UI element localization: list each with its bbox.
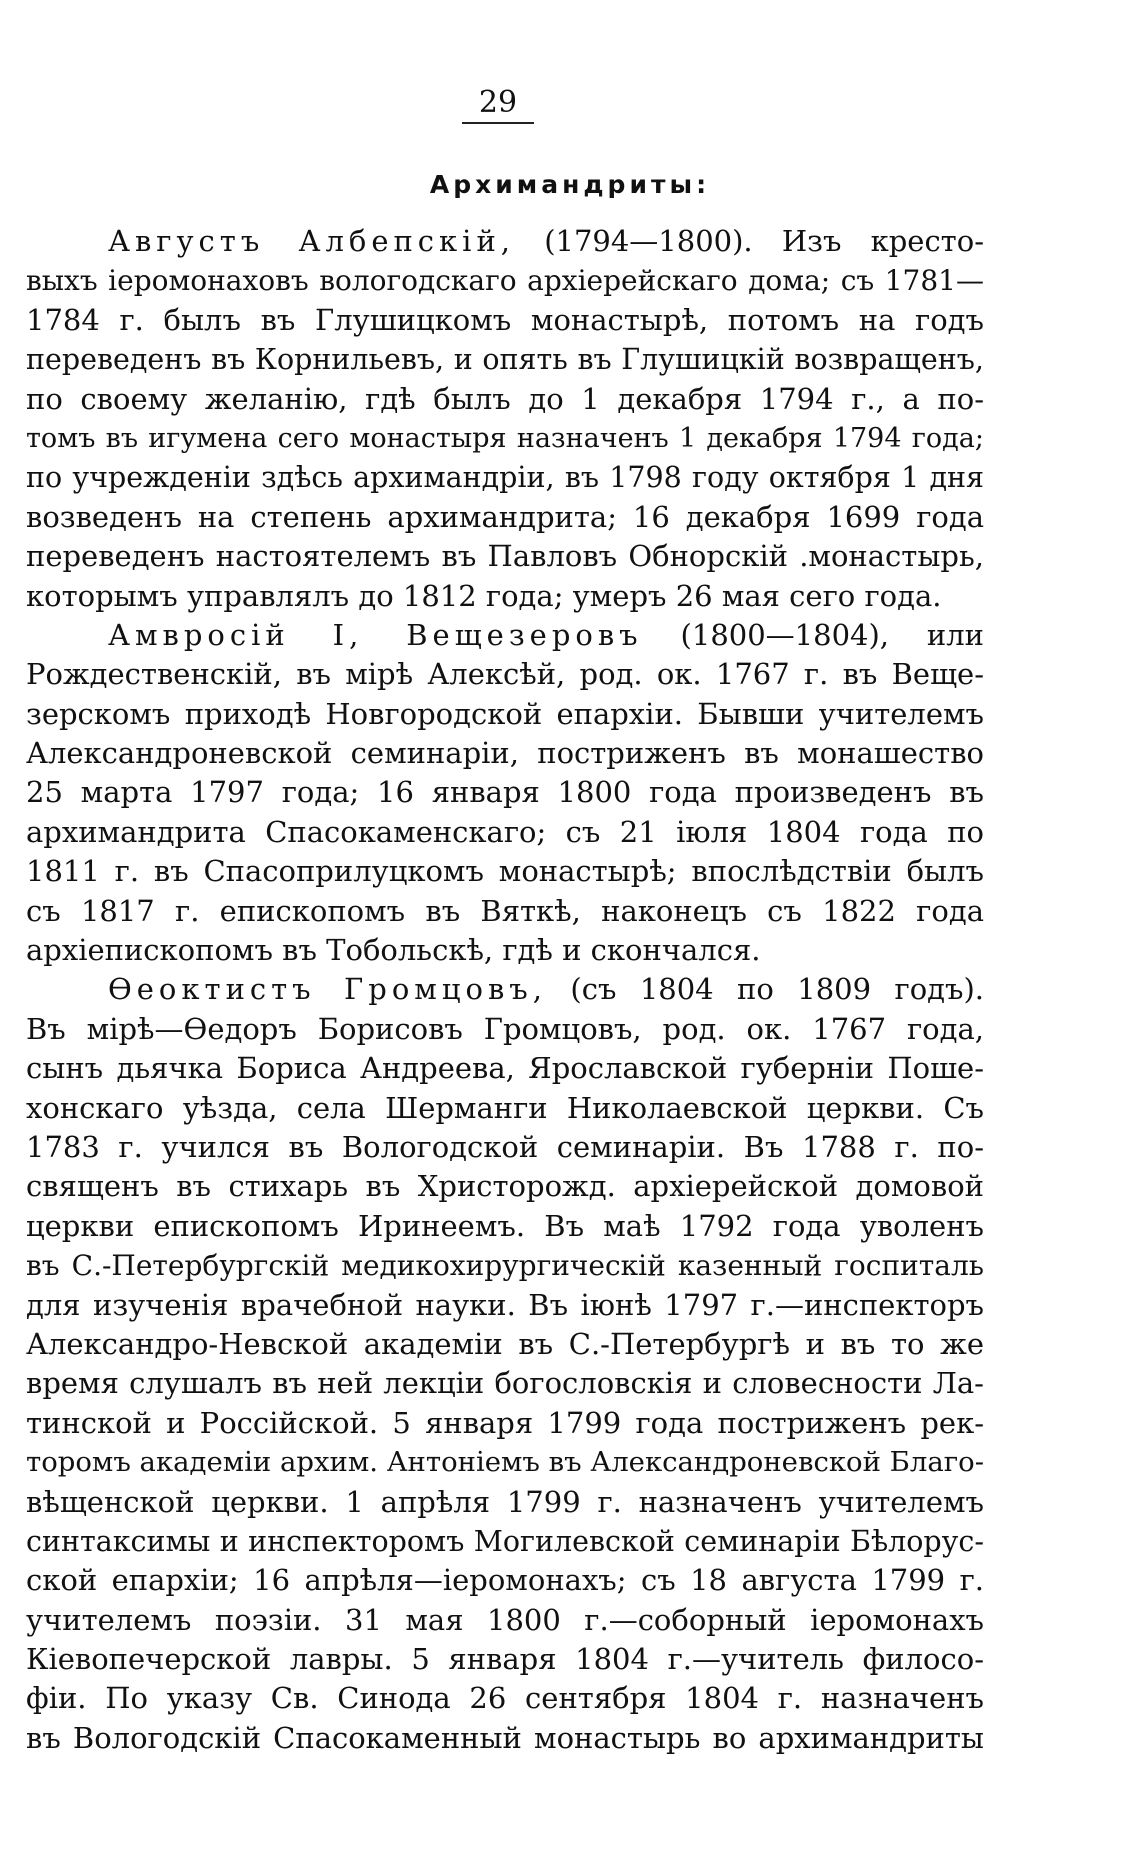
- text-line: зерскомъ приходѣ Новгородской епархіи. Бывши учителемъ: [26, 696, 984, 731]
- text-line: Александро-Невской академіи въ С.-Петербургѣ и въ то же: [26, 1326, 984, 1361]
- text-line: возведенъ на степень архимандрита; 16 декабря 1699 года: [26, 499, 984, 534]
- text-line: ской епархіи; 16 апрѣля—іеромонахъ; съ 18 августа 1799 г.: [26, 1563, 984, 1598]
- paragraph-1-line-1: Августъ Албепскій, (1794—1800). Изъ кресто-: [108, 224, 984, 258]
- page-heading: Архимандриты:: [429, 170, 711, 199]
- text-line: хонскаго уѣзда, села Шерманги Николаевской церкви. Съ: [26, 1090, 984, 1125]
- text-line: торомъ академіи архим. Антоніемъ въ Александроневской Благо-: [26, 1446, 984, 1479]
- paragraph-2-line-1: Амвросій I, Вещезеровъ (1800—1804), или: [108, 617, 985, 652]
- text-line: Александроневской семинаріи, постриженъ въ монашество: [26, 736, 984, 771]
- body-text: [26, 222, 984, 1758]
- text-line: время слушалъ въ ней лекціи богословскія и словесности Ла-: [26, 1366, 984, 1401]
- text-line: въ Вологодскій Спасокаменный монастырь во архимандриты: [26, 1720, 984, 1755]
- text-line: 1784 г. былъ въ Глушицкомъ монастырѣ, потомъ на годъ: [26, 302, 984, 337]
- entry-name: Августъ Албепскій,: [108, 224, 515, 258]
- text-line: сынъ дьячка Бориса Андреева, Ярославской губерніи Поше-: [26, 1051, 984, 1086]
- text-line: тинской и Россійской. 5 января 1799 года постриженъ рек-: [26, 1405, 984, 1440]
- text-line: въ С.-Петербургскій медикохирургическій казенный госпиталь: [26, 1249, 984, 1283]
- text-line: синтаксимы и инспекторомъ Могилевской семинаріи Бѣлорус-: [26, 1524, 984, 1558]
- entry-name: Ѳеоктистъ Громцовъ,: [108, 972, 547, 1007]
- text-line: архимандрита Спасокаменскаго; съ 21 іюля 1804 года по: [26, 814, 984, 849]
- text-line: 1811 г. въ Спасоприлуцкомъ монастырѣ; впослѣдствіи былъ: [26, 854, 984, 889]
- text-line: томъ въ игумена сего монастыря назначенъ 1 декабря 1794 года;: [26, 422, 984, 454]
- entry-name: Амвросій I, Вещезеровъ: [108, 617, 643, 652]
- text-line: архіепископомъ въ Тобольскѣ, гдѣ и скончался.: [26, 933, 761, 968]
- text-line: учителемъ поэзіи. 31 мая 1800 г.—соборный іеромонахъ: [26, 1602, 984, 1637]
- paragraph-3-line-1: Ѳеоктистъ Громцовъ, (съ 1804 по 1809 годъ).: [108, 972, 985, 1007]
- page-number: 29: [462, 84, 534, 124]
- text-line: которымъ управлялъ до 1812 года; умеръ 26 мая сего года.: [26, 578, 942, 613]
- text-line: вѣщенской церкви. 1 апрѣля 1799 г. назначенъ учителемъ: [26, 1484, 984, 1519]
- text-line: священъ въ стихарь въ Христорожд. архіерейской домовой: [26, 1169, 984, 1204]
- text-line: 25 марта 1797 года; 16 января 1800 года произведенъ въ: [26, 775, 984, 810]
- text-line: съ 1817 г. епископомъ въ Вяткѣ, наконецъ съ 1822 года: [26, 893, 984, 928]
- text-line: Рождественскій, въ мірѣ Алексѣй, род. ок. 1767 г. въ Веще-: [26, 657, 984, 692]
- text-line: церкви епископомъ Иринеемъ. Въ маѣ 1792 года уволенъ: [26, 1208, 984, 1243]
- text-line: 1783 г. учился въ Вологодской семинаріи. Въ 1788 г. по-: [26, 1129, 984, 1164]
- text-line: по своему желанію, гдѣ былъ до 1 декабря 1794 г., а по-: [26, 381, 984, 416]
- text-line: переведенъ въ Корнильевъ, и опять въ Глушицкій возвращенъ,: [26, 343, 984, 377]
- text-line: выхъ іеромонаховъ вологодскаго архіерейскаго дома; съ 1781—: [26, 264, 984, 298]
- text-line: для изученія врачебной науки. Въ іюнѣ 1797 г.—инспекторъ: [26, 1287, 984, 1322]
- text-line: переведенъ настоятелемъ въ Павловъ Обнорскій .монастырь,: [26, 539, 984, 574]
- text-line: по учрежденіи здѣсь архимандріи, въ 1798 году октября 1 дня: [26, 461, 984, 495]
- text-line: Кіевопечерской лавры. 5 января 1804 г.—учитель филосо-: [26, 1642, 984, 1677]
- text-line: фіи. По указу Св. Синода 26 сентября 1804 г. назначенъ: [26, 1681, 984, 1716]
- text-line: Въ мірѣ—Ѳедоръ Борисовъ Громцовъ, род. ок. 1767 года,: [26, 1011, 984, 1046]
